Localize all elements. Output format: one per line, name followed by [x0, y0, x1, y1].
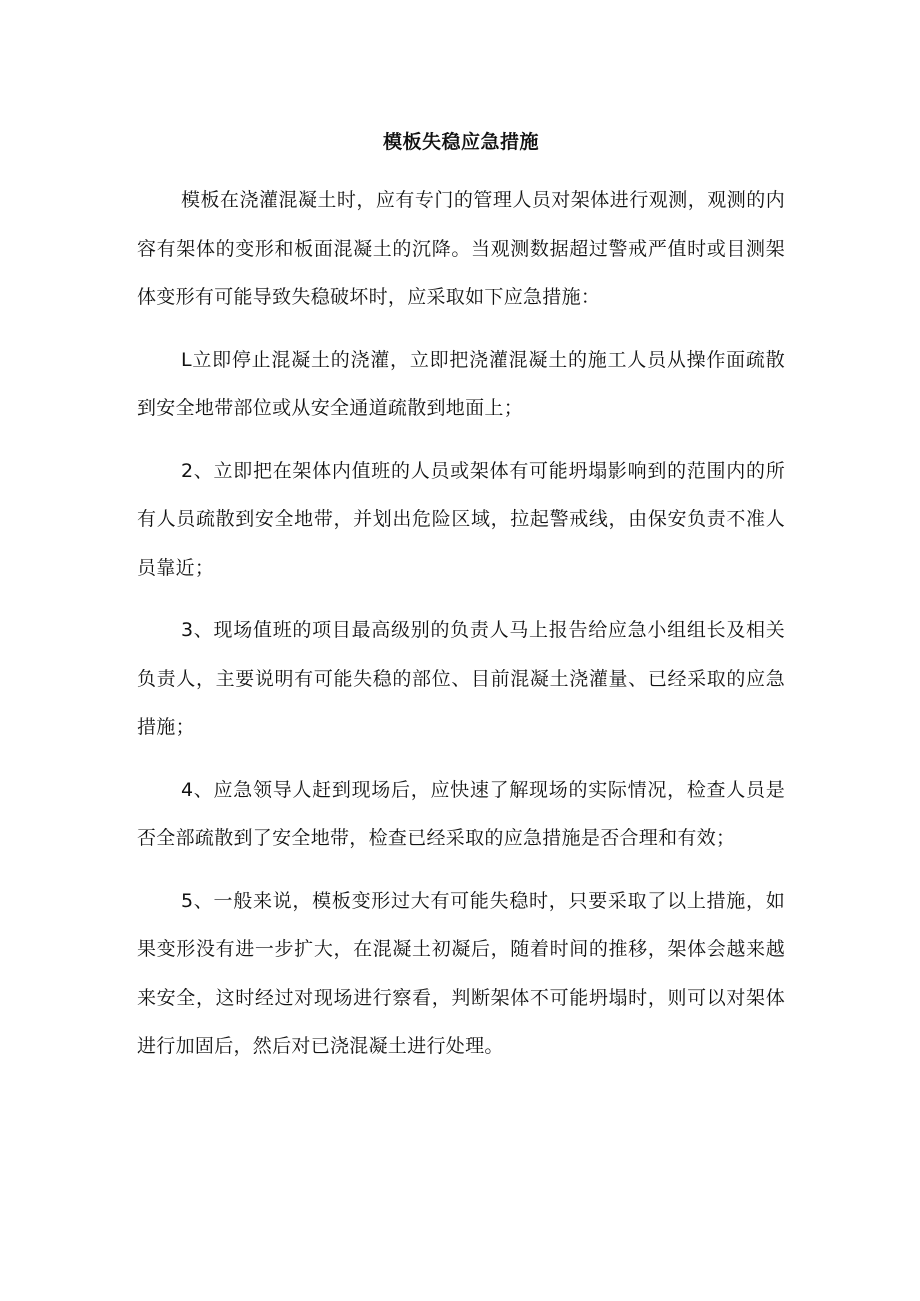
measure-4-paragraph: 4、应急领导人赶到现场后，应快速了解现场的实际情况，检查人员是否全部疏散到了安全地带，检查已经采取的应急措施是否合理和有效；: [137, 778, 785, 849]
document-title: 模板失稳应急措施: [382, 131, 539, 153]
document-body: [137, 118, 785, 1085]
measure-3-paragraph: 3、现场值班的项目最高级别的负责人马上报告给应急小组组长及相关负责人，主要说明有可能失稳的部位、目前混凝土浇灌量、已经采取的应急措施；: [137, 619, 785, 738]
measure-2-paragraph: 2、立即把在架体内值班的人员或架体有可能坍塌影响到的范围内的所有人员疏散到安全地带，并划出危险区域，拉起警戒线，由保安负责不准人员靠近；: [137, 459, 785, 579]
intro-paragraph: 模板在浇灌混凝土时，应有专门的管理人员对架体进行观测，观测的内容有架体的变形和板面混凝土的沉降。当观测数据超过警戒严值时或目测架体变形有可能导致失稳破坏时，应采取如下应急措施：: [137, 189, 785, 308]
measure-1-paragraph: L立即停止混凝土的浇灌，立即把浇灌混凝土的施工人员从操作面疏散到安全地带部位或从安全通道疏散到地面上；: [137, 348, 785, 419]
measure-5-paragraph: 5、一般来说，模板变形过大有可能失稳时，只要采取了以上措施，如果变形没有进一步扩大，在混凝土初凝后，随着时间的推移，架体会越来越来安全，这时经过对现场进行察看，判断架体不可能坍塌时，则可以对架体进行加固后，然后对已浇混凝土进行处理。: [137, 889, 785, 1057]
